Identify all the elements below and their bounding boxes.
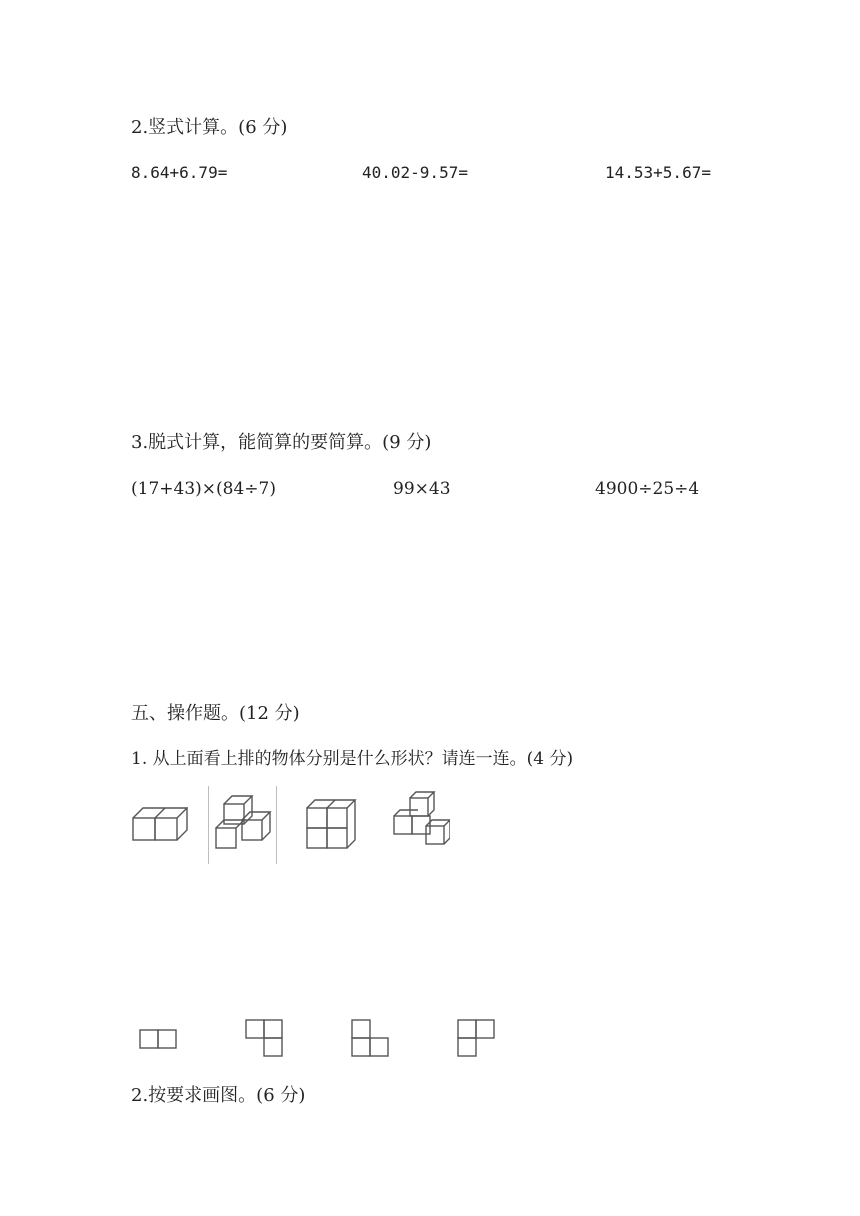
problem-vertical-2: 40.02-9.57= xyxy=(362,163,468,182)
four-cubes-square-stack-icon xyxy=(302,794,362,854)
two-cubes-side-by-side-icon xyxy=(128,800,188,852)
figure-divider xyxy=(208,786,209,864)
three-squares-l-top-icon xyxy=(456,1018,500,1060)
four-cubes-step-icon xyxy=(386,788,450,852)
problem-stepwise-1: (17+43)×(84÷7) xyxy=(131,479,276,499)
two-squares-horizontal-icon xyxy=(138,1026,182,1052)
question-2-title: 2.按要求画图。(6 分) xyxy=(131,1085,306,1106)
section-title-vertical: 2.竖式计算。(6 分) xyxy=(131,117,288,138)
problem-stepwise-2: 99×43 xyxy=(393,479,451,499)
question-1-title: 1. 从上面看上排的物体分别是什么形状？请连一连。(4 分) xyxy=(131,749,574,769)
three-squares-l-right-icon xyxy=(244,1018,288,1060)
problem-stepwise-3: 4900÷25÷4 xyxy=(595,479,700,499)
three-cubes-l-shape-icon xyxy=(212,792,276,854)
problem-vertical-3: 14.53+5.67= xyxy=(605,163,711,182)
section-title-operation: 五、操作题。(12 分) xyxy=(131,703,300,724)
section-title-stepwise: 3.脱式计算，能简算的要简算。(9 分) xyxy=(131,432,432,453)
three-squares-l-left-icon xyxy=(350,1018,394,1060)
problem-vertical-1: 8.64+6.79= xyxy=(131,163,228,182)
figure-divider xyxy=(276,786,277,864)
